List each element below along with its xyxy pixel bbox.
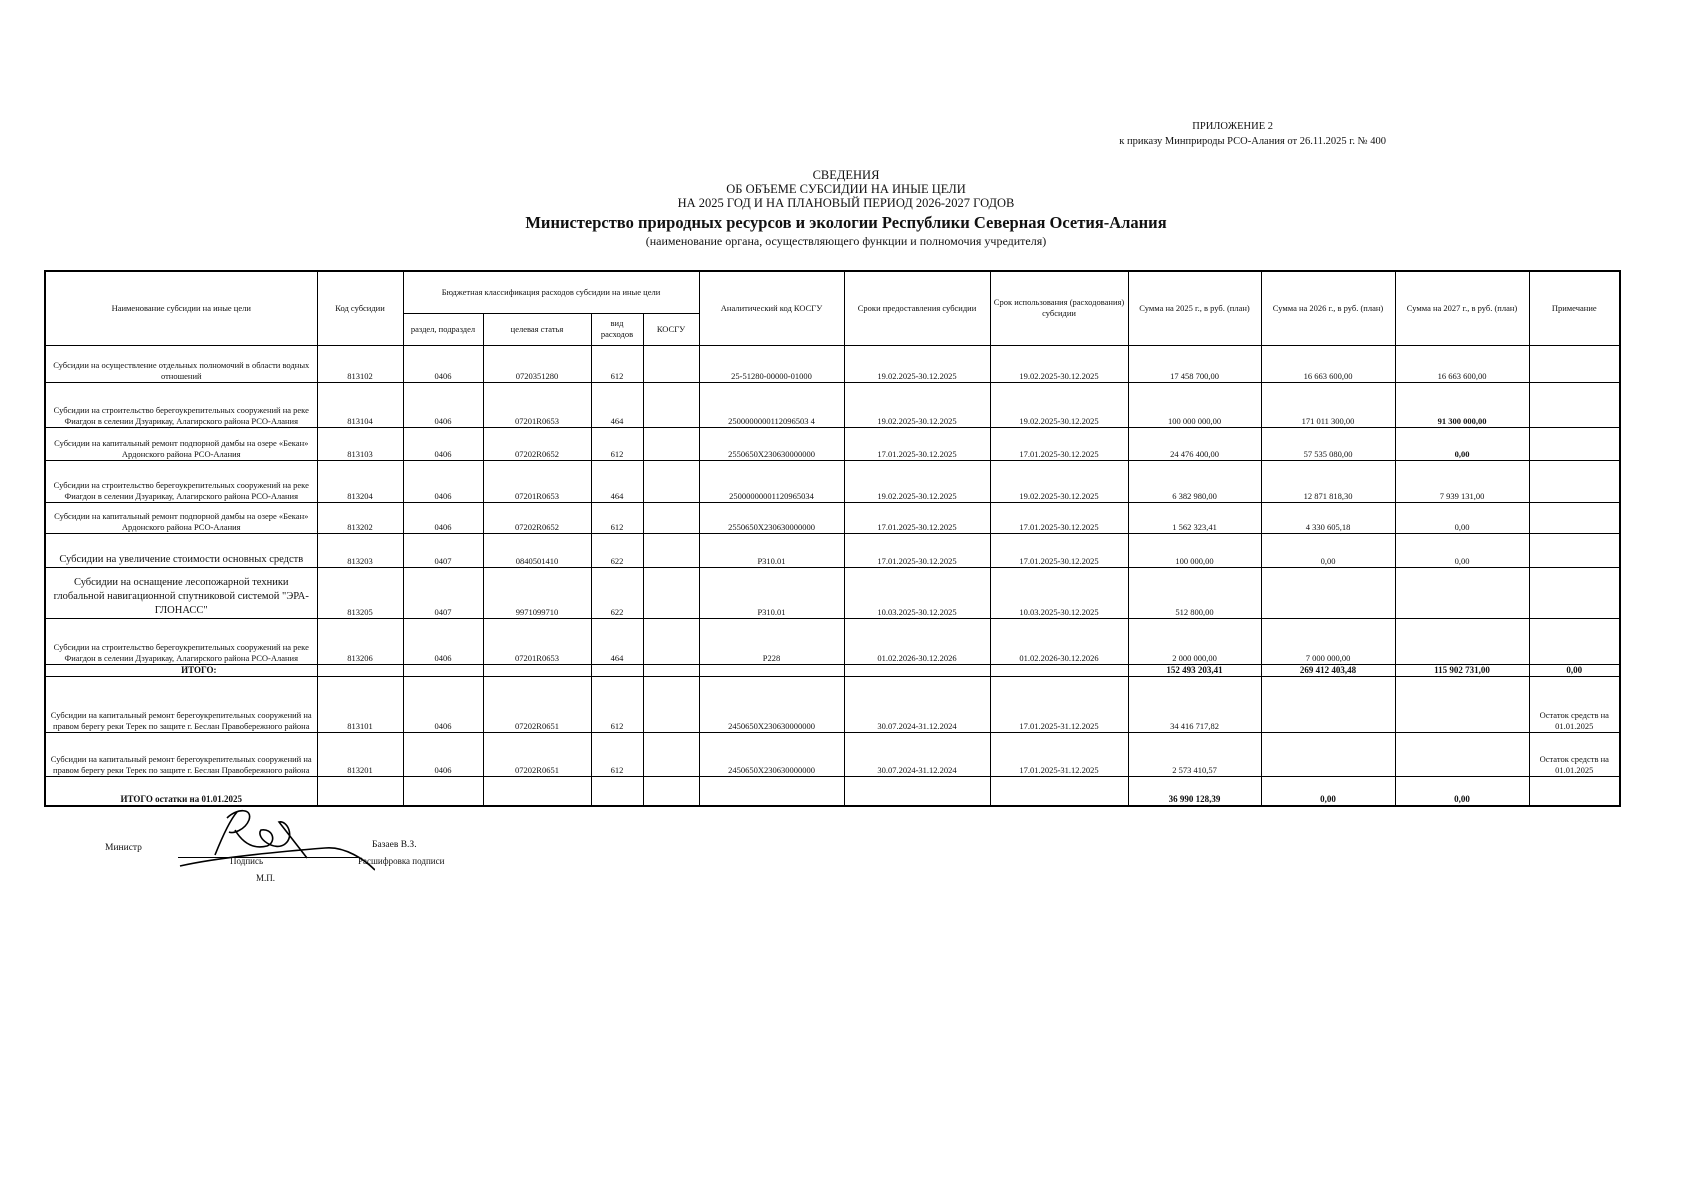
cell-note [1529,502,1620,533]
col-header-target: целевая статья [483,313,591,345]
total-sum-2025: 152 493 203,41 [1128,664,1261,676]
cell-section: 0407 [403,533,483,567]
cell-section: 0406 [403,618,483,664]
cell-target: 07201R0653 [483,618,591,664]
cell-note [1529,460,1620,502]
cell-name: Субсидии на капитальный ремонт подпорной дамбы на озере «Бекан» Ардонского района РСО-Алания [45,502,317,533]
cell-name: Субсидии на капитальный ремонт берегоукрепительных сооружений на правом берегу реки Терек по защите г. Беслан Правобережного района [45,676,317,732]
header-line-2: ОБ ОБЪЕМЕ СУБСИДИИ НА ИНЫЕ ЦЕЛИ [726,182,966,196]
table-row [45,618,1620,664]
cell-code: 813201 [317,732,403,776]
cell-use-period: 10.03.2025-30.12.2025 [990,567,1128,618]
col-header-budget-class: Бюджетная классификация расходов субсидии на иные цели [403,271,699,313]
handwritten-signature [175,800,375,875]
cell-sum-2025: 100 000,00 [1128,533,1261,567]
cell-target: 0720351280 [483,345,591,382]
cell-note: Остаток средств на 01.01.2025 [1529,676,1620,732]
cell-expense-type: 622 [591,567,643,618]
appendix-title: ПРИЛОЖЕНИЕ 2 [1192,121,1273,132]
cell-note [1529,427,1620,460]
cell-analytic: P310.01 [699,567,844,618]
signature-block [0,800,600,900]
col-header-note: Примечание [1529,271,1620,345]
appendix-note [1119,119,1386,149]
cell-code: 813104 [317,382,403,427]
cell-name: Субсидии на оснащение лесопожарной техники глобальной навигационной спутниковой системой "ЭРА-ГЛОНАСС" [45,567,317,618]
cell-kosgu [643,618,699,664]
total-note: 0,00 [1529,664,1620,676]
table-row [45,676,1620,732]
cell-grant-period: 17.01.2025-30.12.2025 [844,427,990,460]
cell-code: 813204 [317,460,403,502]
cell-sum-2027: 0,00 [1395,502,1529,533]
rest-total-sum-2025: 36 990 128,39 [1128,776,1261,806]
cell-name: Субсидии на капитальный ремонт подпорной дамбы на озере «Бекан» Ардонского района РСО-Алания [45,427,317,460]
cell-sum-2025: 17 458 700,00 [1128,345,1261,382]
cell-grant-period: 30.07.2024-31.12.2024 [844,676,990,732]
col-header-section: раздел, подраздел [403,313,483,345]
cell-analytic: 2550650X230630000000 [699,502,844,533]
cell-use-period: 17.01.2025-31.12.2025 [990,732,1128,776]
cell-code: 813202 [317,502,403,533]
cell-kosgu [643,345,699,382]
cell-sum-2025: 100 000 000,00 [1128,382,1261,427]
table-row [45,427,1620,460]
organization-caption: (наименование органа, осуществляющего функции и полномочия учредителя) [645,234,1047,248]
cell-use-period: 17.01.2025-30.12.2025 [990,533,1128,567]
cell-kosgu [643,460,699,502]
cell-kosgu [643,427,699,460]
rest-total-label: ИТОГО остатки на 01.01.2025 [45,776,317,806]
cell-section: 0406 [403,732,483,776]
subsidy-table [44,270,1621,807]
cell-grant-period: 01.02.2026-30.12.2026 [844,618,990,664]
col-header-kosgu: КОСГУ [643,313,699,345]
cell-grant-period: 30.07.2024-31.12.2024 [844,732,990,776]
stamp-place-label: М.П. [256,873,276,883]
cell-section: 0406 [403,460,483,502]
cell-sum-2027 [1395,676,1529,732]
cell-sum-2027: 16 663 600,00 [1395,345,1529,382]
cell-sum-2026: 7 000 000,00 [1261,618,1395,664]
cell-analytic: 2550650X230630000000 [699,427,844,460]
cell-use-period: 17.01.2025-30.12.2025 [990,427,1128,460]
cell-code: 813101 [317,676,403,732]
cell-sum-2026 [1261,567,1395,618]
cell-section: 0406 [403,382,483,427]
table-body [45,345,1620,806]
col-header-analytic: Аналитический код КОСГУ [699,271,844,345]
cell-analytic: 25-51280-00000-01000 [699,345,844,382]
cell-sum-2025: 512 800,00 [1128,567,1261,618]
col-header-code: Код субсидии [317,271,403,345]
cell-expense-type: 612 [591,345,643,382]
rest-total-sum-2027: 0,00 [1395,776,1529,806]
cell-sum-2026: 57 535 080,00 [1261,427,1395,460]
cell-expense-type: 612 [591,502,643,533]
cell-kosgu [643,567,699,618]
cell-name: Субсидии на строительство берегоукрепительных сооружений на реке Фиагдон в селении Дзуарикау, Алагирского района РСО-Алания [45,382,317,427]
cell-expense-type: 612 [591,427,643,460]
total-sum-2027: 115 902 731,00 [1395,664,1529,676]
cell-sum-2026: 12 871 818,30 [1261,460,1395,502]
cell-kosgu [643,533,699,567]
cell-target: 07201R0653 [483,460,591,502]
cell-name: Субсидии на осуществление отдельных полномочий в области водных отношений [45,345,317,382]
cell-expense-type: 612 [591,676,643,732]
cell-use-period: 17.01.2025-30.12.2025 [990,502,1128,533]
cell-kosgu [643,732,699,776]
cell-note [1529,618,1620,664]
cell-sum-2027: 91 300 000,00 [1395,382,1529,427]
rest-total-sum-2026: 0,00 [1261,776,1395,806]
cell-code: 813206 [317,618,403,664]
cell-grant-period: 17.01.2025-30.12.2025 [844,533,990,567]
col-header-grant-period: Сроки предоставления субсидии [844,271,990,345]
col-header-use-period: Срок использования (расходования) субсидии [990,271,1128,345]
cell-note [1529,567,1620,618]
cell-sum-2027: 0,00 [1395,533,1529,567]
cell-expense-type: 464 [591,618,643,664]
cell-sum-2026 [1261,732,1395,776]
cell-sum-2025: 6 382 980,00 [1128,460,1261,502]
cell-target: 9971099710 [483,567,591,618]
cell-target: 07202R0652 [483,502,591,533]
cell-code: 813205 [317,567,403,618]
cell-target: 07201R0653 [483,382,591,427]
cell-name: Субсидии на увеличение стоимости основных средств [45,533,317,567]
cell-use-period: 17.01.2025-31.12.2025 [990,676,1128,732]
cell-sum-2027: 7 939 131,00 [1395,460,1529,502]
cell-sum-2026 [1261,676,1395,732]
col-header-sum-2027: Сумма на 2027 г., в руб. (план) [1395,271,1529,345]
total-label: ИТОГО: [45,664,317,676]
cell-sum-2025: 2 000 000,00 [1128,618,1261,664]
table-header [45,271,1620,345]
col-header-sum-2025: Сумма на 2025 г., в руб. (план) [1128,271,1261,345]
signature-decode-caption: Расшифровка подписи [358,856,445,866]
cell-use-period: 19.02.2025-30.12.2025 [990,460,1128,502]
cell-sum-2027: 0,00 [1395,427,1529,460]
cell-name: Субсидии на строительство берегоукрепительных сооружений на реке Фиагдон в селении Дзуарикау, Алагирского района РСО-Алания [45,460,317,502]
cell-grant-period: 10.03.2025-30.12.2025 [844,567,990,618]
document-header [0,168,1692,248]
signature-line [178,857,358,858]
table-row [45,345,1620,382]
cell-name: Субсидии на строительство берегоукрепительных сооружений на реке Фиагдон в селении Дзуарикау, Алагирского района РСО-Алания [45,618,317,664]
cell-grant-period: 17.01.2025-30.12.2025 [844,502,990,533]
cell-analytic: 2450650X230630000000 [699,732,844,776]
cell-note [1529,382,1620,427]
cell-code: 813102 [317,345,403,382]
cell-sum-2025: 1 562 323,41 [1128,502,1261,533]
organization-name: Министерство природных ресурсов и экологии Республики Северная Осетия-Алания [525,213,1167,232]
cell-use-period: 19.02.2025-30.12.2025 [990,345,1128,382]
signature-caption: Подпись [230,856,264,866]
table-row [45,502,1620,533]
cell-expense-type: 464 [591,382,643,427]
total-row [45,664,1620,676]
cell-section: 0407 [403,567,483,618]
header-line-1: СВЕДЕНИЯ [812,168,880,182]
cell-target: 07202R0651 [483,676,591,732]
table-row [45,382,1620,427]
col-header-name: Наименование субсидии на иные цели [45,271,317,345]
cell-sum-2025: 24 476 400,00 [1128,427,1261,460]
cell-name: Субсидии на капитальный ремонт берегоукрепительных сооружений на правом берегу реки Терек по защите г. Беслан Правобережного района [45,732,317,776]
cell-target: 07202R0652 [483,427,591,460]
table-row [45,533,1620,567]
cell-analytic: P310.01 [699,533,844,567]
table-row [45,460,1620,502]
cell-sum-2026: 4 330 605,18 [1261,502,1395,533]
col-header-sum-2026: Сумма на 2026 г., в руб. (план) [1261,271,1395,345]
cell-section: 0406 [403,676,483,732]
cell-expense-type: 464 [591,460,643,502]
cell-expense-type: 612 [591,732,643,776]
cell-target: 07202R0651 [483,732,591,776]
col-header-expense-type: вид расходов [591,313,643,345]
cell-code: 813103 [317,427,403,460]
cell-sum-2025: 34 416 717,82 [1128,676,1261,732]
cell-sum-2026: 171 011 300,00 [1261,382,1395,427]
cell-kosgu [643,382,699,427]
cell-analytic: 2450650X230630000000 [699,676,844,732]
cell-section: 0406 [403,427,483,460]
table-row [45,567,1620,618]
cell-expense-type: 622 [591,533,643,567]
cell-grant-period: 19.02.2025-30.12.2025 [844,345,990,382]
signer-name: Базаев В.З. [372,840,417,850]
cell-code: 813203 [317,533,403,567]
header-line-3: НА 2025 ГОД И НА ПЛАНОВЫЙ ПЕРИОД 2026-2027 ГОДОВ [677,196,1015,210]
cell-use-period: 01.02.2026-30.12.2026 [990,618,1128,664]
cell-sum-2026: 0,00 [1261,533,1395,567]
cell-note: Остаток средств на 01.01.2025 [1529,732,1620,776]
cell-note [1529,533,1620,567]
cell-sum-2025: 2 573 410,57 [1128,732,1261,776]
cell-grant-period: 19.02.2025-30.12.2025 [844,382,990,427]
cell-target: 0840501410 [483,533,591,567]
cell-section: 0406 [403,345,483,382]
cell-kosgu [643,676,699,732]
cell-analytic: 2500000000112096503 4 [699,382,844,427]
cell-analytic: 25000000001120965034 [699,460,844,502]
cell-sum-2027 [1395,732,1529,776]
cell-use-period: 19.02.2025-30.12.2025 [990,382,1128,427]
total-sum-2026: 269 412 403,48 [1261,664,1395,676]
signer-position: Министр [105,843,142,853]
table-row [45,732,1620,776]
cell-grant-period: 19.02.2025-30.12.2025 [844,460,990,502]
cell-sum-2027 [1395,567,1529,618]
cell-kosgu [643,502,699,533]
cell-sum-2026: 16 663 600,00 [1261,345,1395,382]
cell-section: 0406 [403,502,483,533]
cell-analytic: P228 [699,618,844,664]
cell-sum-2027 [1395,618,1529,664]
cell-note [1529,345,1620,382]
appendix-subtitle: к приказу Минприроды РСО-Алания от 26.11.2025 г. № 400 [1119,136,1386,147]
